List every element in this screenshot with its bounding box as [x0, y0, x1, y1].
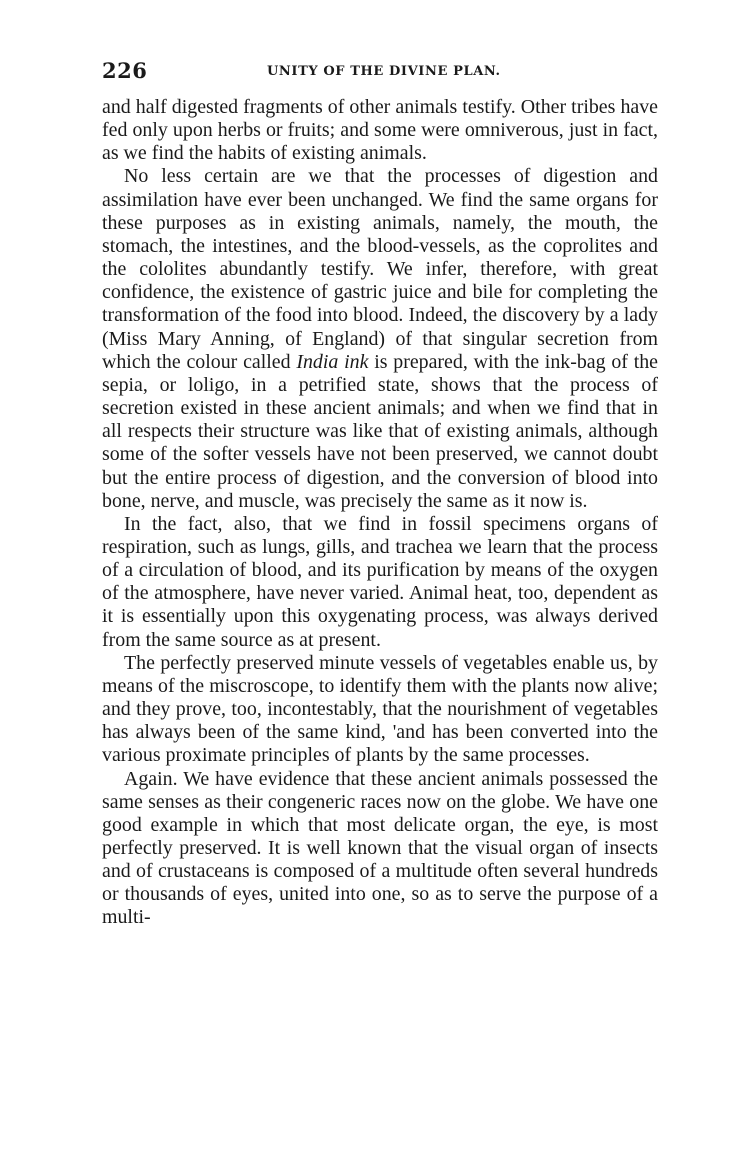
paragraph-2-text-after: is prepared, with the ink-bag of the sepia, or loligo, in a petrified state, shows that the process of secretion existed in these ancient animals; and when we find that in all respects their structure was like that of existing animals, although some of the softer vessels have not been preserved, we cannot doubt but the entire process of digestion, and the conversion of blood into bone, nerve, and muscle, was precisely the same as it now is.: [102, 350, 658, 512]
paragraph-3: In the fact, also, that we find in fossil specimens organs of respiration, such as lungs, gills, and trachea we learn that the process of a circulation of blood, and its purification by means of the oxygen of the atmosphere, have never varied. Animal heat, too, dependent as it is essentially upon this oxygenating process, was always derived from the same source as at present.: [102, 512, 658, 651]
paragraph-5: Again. We have evidence that these ancient animals possessed the same senses as their congeneric races now on the globe. We have one good example in which that most delicate organ, the eye, is most perfectly preserved. It is well known that the visual organ of insects and of crustaceans is composed of a multitude often several hundreds or thousands of eyes, united into one, so as to serve the purpose of a multi-: [102, 767, 658, 929]
running-title: UNITY OF THE DIVINE PLAN.: [267, 64, 501, 79]
paragraph-1: and half digested fragments of other animals testify. Other tribes have fed only upon herbs or fruits; and some were omniverous, just in fact, as we find the habits of existing animals.: [102, 96, 658, 165]
paragraph-2-italic-term: India ink: [296, 350, 369, 373]
paragraph-2-text-before: No less certain are we that the processes of digestion and assimilation have ever been unchanged. We find the same organs for these purposes as in existing animals, namely, the mouth, the stomach, the intestines, and the blood-vessels, as the coprolites and the cololites abundantly testify. We infer, therefore, with great confidence, the existence of gastric juice and bile for completing the transformation of the food into blood. Indeed, the discovery by a lady (Miss Mary Anning, of England) of that singular secretion from which the colour called: [102, 165, 658, 373]
page-number: 226: [102, 58, 148, 83]
paragraph-4: The perfectly preserved minute vessels of vegetables enable us, by means of the miscroscope, to identify them with the plants now alive; and they prove, too, incontestably, that the nourishment of vegetables has always been of the same kind, 'and has been converted into the various proximate principles of plants by the same processes.: [102, 651, 658, 767]
body-text: [102, 96, 658, 930]
page-header: [102, 58, 658, 88]
paragraph-2: [102, 165, 658, 512]
